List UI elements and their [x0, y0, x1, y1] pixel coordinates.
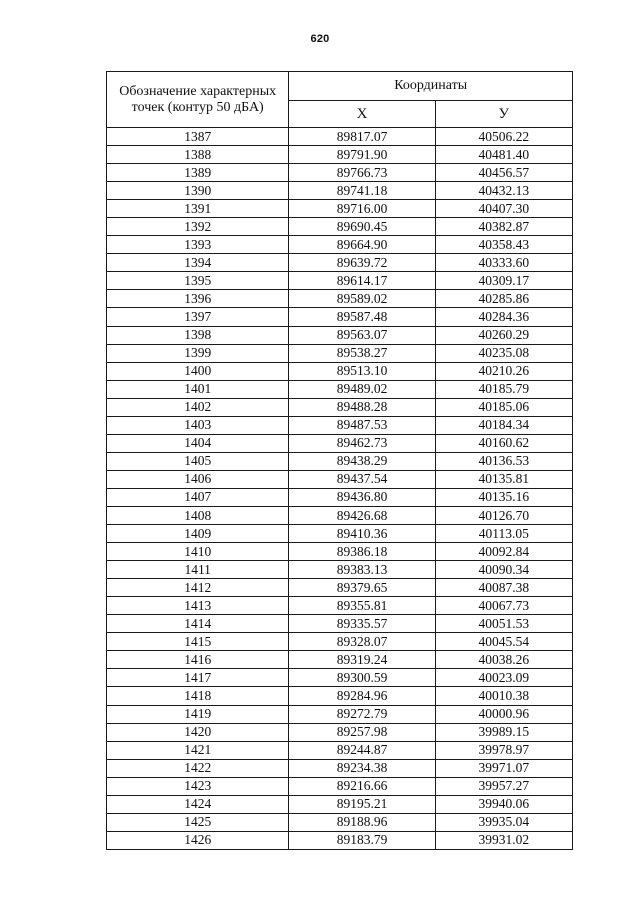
- point-id-cell: 1412: [107, 579, 289, 597]
- y-coordinate-cell: 40067.73: [435, 597, 572, 615]
- y-coordinate-cell: 40407.30: [435, 200, 572, 218]
- point-id-cell: 1405: [107, 452, 289, 470]
- table-row: [107, 272, 573, 290]
- y-coordinate-cell: 40126.70: [435, 506, 572, 524]
- x-coordinate-cell: 89188.96: [289, 813, 435, 831]
- table-row: [107, 326, 573, 344]
- x-coordinate-cell: 89462.73: [289, 434, 435, 452]
- point-id-cell: 1401: [107, 380, 289, 398]
- table-row: [107, 416, 573, 434]
- y-coordinate-cell: 40023.09: [435, 669, 572, 687]
- table-row: [107, 506, 573, 524]
- x-coordinate-cell: 89664.90: [289, 236, 435, 254]
- x-coordinate-cell: 89487.53: [289, 416, 435, 434]
- x-coordinate-cell: 89216.66: [289, 777, 435, 795]
- table-row: [107, 705, 573, 723]
- point-id-cell: 1409: [107, 525, 289, 543]
- point-id-cell: 1415: [107, 633, 289, 651]
- table-row: [107, 723, 573, 741]
- point-id-cell: 1389: [107, 164, 289, 182]
- table-row: [107, 561, 573, 579]
- y-coordinate-cell: 40087.38: [435, 579, 572, 597]
- point-id-cell: 1426: [107, 831, 289, 849]
- y-column-header: У: [435, 101, 572, 128]
- point-id-cell: 1419: [107, 705, 289, 723]
- table-row: [107, 308, 573, 326]
- table-row: [107, 651, 573, 669]
- y-coordinate-cell: 39971.07: [435, 759, 572, 777]
- table-row: [107, 777, 573, 795]
- coordinates-header: Координаты: [289, 72, 573, 101]
- point-id-cell: 1402: [107, 398, 289, 416]
- point-id-cell: 1390: [107, 182, 289, 200]
- y-coordinate-cell: 40045.54: [435, 633, 572, 651]
- table-row: [107, 380, 573, 398]
- x-coordinate-cell: 89513.10: [289, 362, 435, 380]
- x-coordinate-cell: 89300.59: [289, 669, 435, 687]
- table-row: [107, 687, 573, 705]
- x-coordinate-cell: 89589.02: [289, 290, 435, 308]
- point-id-cell: 1396: [107, 290, 289, 308]
- table-row: [107, 290, 573, 308]
- table-body: [107, 128, 573, 850]
- table-row: [107, 146, 573, 164]
- table-row: [107, 669, 573, 687]
- x-coordinate-cell: 89488.28: [289, 398, 435, 416]
- x-coordinate-cell: 89383.13: [289, 561, 435, 579]
- point-id-cell: 1421: [107, 741, 289, 759]
- x-coordinate-cell: 89319.24: [289, 651, 435, 669]
- point-id-cell: 1407: [107, 488, 289, 506]
- x-coordinate-cell: 89410.36: [289, 525, 435, 543]
- y-coordinate-cell: 39957.27: [435, 777, 572, 795]
- point-id-cell: 1398: [107, 326, 289, 344]
- point-id-cell: 1388: [107, 146, 289, 164]
- table-row: [107, 236, 573, 254]
- y-coordinate-cell: 40481.40: [435, 146, 572, 164]
- table-row: [107, 759, 573, 777]
- y-coordinate-cell: 40038.26: [435, 651, 572, 669]
- page-number: 620: [310, 33, 330, 45]
- x-coordinate-cell: 89690.45: [289, 218, 435, 236]
- x-coordinate-cell: 89272.79: [289, 705, 435, 723]
- x-coordinate-cell: 89741.18: [289, 182, 435, 200]
- point-id-cell: 1422: [107, 759, 289, 777]
- table-row: [107, 741, 573, 759]
- x-coordinate-cell: 89489.02: [289, 380, 435, 398]
- point-id-cell: 1417: [107, 669, 289, 687]
- table-row: [107, 344, 573, 362]
- x-coordinate-cell: 89335.57: [289, 615, 435, 633]
- y-coordinate-cell: 40135.81: [435, 470, 572, 488]
- x-coordinate-cell: 89563.07: [289, 326, 435, 344]
- point-id-cell: 1391: [107, 200, 289, 218]
- x-coordinate-cell: 89284.96: [289, 687, 435, 705]
- table-row: [107, 525, 573, 543]
- point-designation-header-line2: точек (контур 50 дБА): [131, 99, 264, 115]
- y-coordinate-cell: 39978.97: [435, 741, 572, 759]
- point-id-cell: 1413: [107, 597, 289, 615]
- x-coordinate-cell: 89639.72: [289, 254, 435, 272]
- point-id-cell: 1410: [107, 543, 289, 561]
- y-coordinate-cell: 40051.53: [435, 615, 572, 633]
- y-coordinate-cell: 40285.86: [435, 290, 572, 308]
- table-row: [107, 164, 573, 182]
- y-coordinate-cell: 40260.29: [435, 326, 572, 344]
- y-coordinate-cell: 39935.04: [435, 813, 572, 831]
- coordinates-table: [106, 71, 573, 850]
- x-coordinate-cell: 89386.18: [289, 543, 435, 561]
- table-row: [107, 633, 573, 651]
- table-row: [107, 488, 573, 506]
- y-coordinate-cell: 40000.96: [435, 705, 572, 723]
- x-coordinate-cell: 89538.27: [289, 344, 435, 362]
- y-coordinate-cell: 40358.43: [435, 236, 572, 254]
- table-row: [107, 128, 573, 146]
- y-coordinate-cell: 40309.17: [435, 272, 572, 290]
- point-id-cell: 1408: [107, 506, 289, 524]
- point-designation-header-line1: Обозначение характерных: [119, 83, 277, 99]
- point-id-cell: 1392: [107, 218, 289, 236]
- x-coordinate-cell: 89791.90: [289, 146, 435, 164]
- table-row: [107, 831, 573, 849]
- table-row: [107, 254, 573, 272]
- y-coordinate-cell: 40506.22: [435, 128, 572, 146]
- y-coordinate-cell: 39931.02: [435, 831, 572, 849]
- table-row: [107, 452, 573, 470]
- x-coordinate-cell: 89614.17: [289, 272, 435, 290]
- point-id-cell: 1406: [107, 470, 289, 488]
- point-designation-header: [107, 72, 289, 128]
- y-coordinate-cell: 40113.05: [435, 525, 572, 543]
- point-id-cell: 1393: [107, 236, 289, 254]
- table-row: [107, 398, 573, 416]
- table-row: [107, 615, 573, 633]
- y-coordinate-cell: 40432.13: [435, 182, 572, 200]
- x-coordinate-cell: 89587.48: [289, 308, 435, 326]
- y-coordinate-cell: 40136.53: [435, 452, 572, 470]
- point-id-cell: 1399: [107, 344, 289, 362]
- x-coordinate-cell: 89379.65: [289, 579, 435, 597]
- x-coordinate-cell: 89355.81: [289, 597, 435, 615]
- point-id-cell: 1411: [107, 561, 289, 579]
- x-coordinate-cell: 89766.73: [289, 164, 435, 182]
- y-coordinate-cell: 40333.60: [435, 254, 572, 272]
- point-id-cell: 1423: [107, 777, 289, 795]
- y-coordinate-cell: 40210.26: [435, 362, 572, 380]
- point-id-cell: 1424: [107, 795, 289, 813]
- table-row: [107, 200, 573, 218]
- x-coordinate-cell: 89183.79: [289, 831, 435, 849]
- point-id-cell: 1404: [107, 434, 289, 452]
- point-id-cell: 1416: [107, 651, 289, 669]
- table-row: [107, 182, 573, 200]
- table-row: [107, 470, 573, 488]
- x-coordinate-cell: 89244.87: [289, 741, 435, 759]
- x-coordinate-cell: 89426.68: [289, 506, 435, 524]
- y-coordinate-cell: 40382.87: [435, 218, 572, 236]
- x-column-header: X: [289, 101, 435, 128]
- table-row: [107, 579, 573, 597]
- x-coordinate-cell: 89195.21: [289, 795, 435, 813]
- x-coordinate-cell: 89817.07: [289, 128, 435, 146]
- point-id-cell: 1400: [107, 362, 289, 380]
- point-id-cell: 1425: [107, 813, 289, 831]
- x-coordinate-cell: 89257.98: [289, 723, 435, 741]
- point-id-cell: 1387: [107, 128, 289, 146]
- y-coordinate-cell: 40090.34: [435, 561, 572, 579]
- point-id-cell: 1420: [107, 723, 289, 741]
- y-coordinate-cell: 40456.57: [435, 164, 572, 182]
- x-coordinate-cell: 89716.00: [289, 200, 435, 218]
- y-coordinate-cell: 40010.38: [435, 687, 572, 705]
- table-row: [107, 597, 573, 615]
- point-id-cell: 1403: [107, 416, 289, 434]
- y-coordinate-cell: 40135.16: [435, 488, 572, 506]
- table-row: [107, 795, 573, 813]
- x-coordinate-cell: 89437.54: [289, 470, 435, 488]
- point-id-cell: 1418: [107, 687, 289, 705]
- y-coordinate-cell: 40284.36: [435, 308, 572, 326]
- y-coordinate-cell: 39989.15: [435, 723, 572, 741]
- table-row: [107, 362, 573, 380]
- table-row: [107, 434, 573, 452]
- y-coordinate-cell: 40185.79: [435, 380, 572, 398]
- table-row: [107, 813, 573, 831]
- y-coordinate-cell: 40235.08: [435, 344, 572, 362]
- point-id-cell: 1414: [107, 615, 289, 633]
- x-coordinate-cell: 89234.38: [289, 759, 435, 777]
- table-row: [107, 218, 573, 236]
- point-id-cell: 1397: [107, 308, 289, 326]
- y-coordinate-cell: 40092.84: [435, 543, 572, 561]
- y-coordinate-cell: 40185.06: [435, 398, 572, 416]
- point-id-cell: 1395: [107, 272, 289, 290]
- table-row: [107, 543, 573, 561]
- x-coordinate-cell: 89328.07: [289, 633, 435, 651]
- x-coordinate-cell: 89436.80: [289, 488, 435, 506]
- y-coordinate-cell: 40184.34: [435, 416, 572, 434]
- y-coordinate-cell: 39940.06: [435, 795, 572, 813]
- point-id-cell: 1394: [107, 254, 289, 272]
- x-coordinate-cell: 89438.29: [289, 452, 435, 470]
- y-coordinate-cell: 40160.62: [435, 434, 572, 452]
